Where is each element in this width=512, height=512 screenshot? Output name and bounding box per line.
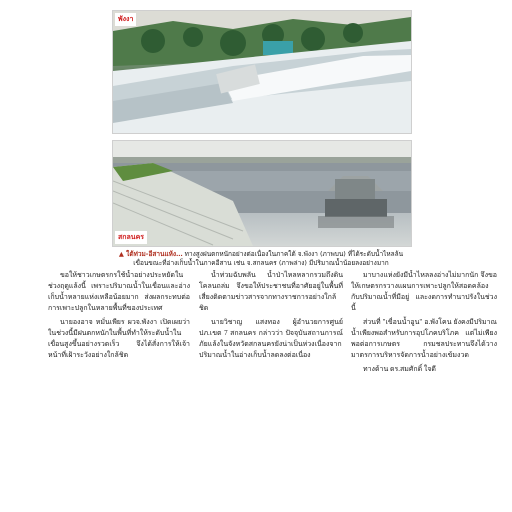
paragraph: นายวิชาญ แสงทอง ผู้อำนวยการศูนย์ ปภ.เขต 7 สกลนคร กล่าวว่า ปัจจุบันสถานการณ์ภัยแล้งในจังหวัดสกลนครยังน่าเป็นห่วงเนื่องจากปริมาณน้ำในอ่างเก็บน้ำลดลงต่อเนื่อง bbox=[199, 318, 343, 359]
photo-location-label: พังงา bbox=[115, 13, 136, 26]
photo-location-label: สกลนคร bbox=[115, 231, 147, 244]
photo-reservoir-intake bbox=[112, 140, 412, 247]
paragraph: มาบางแห่งยังมีน้ำไหลลงอ่างไม่มากนัก จึงขอให้เกษตรกรวางแผนการเพาะปลูกให้สอดคล้องกับปริมาณน้ำที่มีอยู่ และงดการทำนาปรังในช่วงนี้ bbox=[351, 271, 497, 312]
reservoir-illustration bbox=[113, 141, 411, 246]
dam-spillway-illustration bbox=[113, 11, 411, 133]
paragraph: น้ำท่วมฉับพลัน น้ำป่าไหลหลากรวมถึงดินโคลนถล่ม จึงขอให้ประชาชนที่อาศัยอยู่ในพื้นที่เสี่ยงติดตามข่าวสารจากทางราชการอย่างใกล้ชิด bbox=[199, 271, 343, 312]
paragraph: ทางด้าน ดร.สมศักดิ์ ใจดี bbox=[363, 365, 436, 373]
paragraph: ขอให้ชาวเกษตรกรใช้น้ำอย่างประหยัดในช่วงฤดูแล้งนี้ เพราะปริมาณน้ำในเขื่อนและอ่างเก็บน้ำหลายแห่งเหลือน้อยมาก ส่งผลกระทบต่อการเพาะปลูกในหลายพื้นที่ของประเทศ bbox=[48, 271, 190, 312]
text-column-2 bbox=[199, 270, 343, 512]
text-column-1 bbox=[48, 270, 190, 512]
photo-dam-spillway bbox=[112, 10, 412, 134]
photo-caption bbox=[112, 250, 410, 268]
caption-title: ▲ ใต้ท่วม-อีสานแห้ง… bbox=[118, 250, 183, 258]
caption-text: ทางสูงฝนตกหนักอย่างต่อเนื่องในภาคใต้ จ.พังงา (ภาพบน) ที่ได้ระดับน้ำไหลล้นเขื่อนขณะที่อ่างเก็บน้ำในภาคอีสาน เช่น จ.สกลนคร (ภาพล่าง) มีปริมาณน้ำน้อยลงอย่างมาก bbox=[133, 250, 404, 267]
paragraph: ส่วนที่ "เขื่อนน้ำอูน" อ.พังโคน ยังคงมีปริมาณน้ำเพียงพอสำหรับการอุปโภคบริโภค แต่ไม่เพียงพอต่อการเกษตร กรมชลประทานจึงได้วางมาตรการบริหารจัดการน้ำอย่างเข้มงวด bbox=[351, 318, 497, 359]
text-column-3 bbox=[351, 270, 497, 512]
paragraph: นายองอาจ หมั่นเพียร ผวจ.พังงา เปิดเผยว่า ในช่วงนี้มีฝนตกหนักในพื้นที่ทำให้ระดับน้ำในเขื่อนสูงขึ้นอย่างรวดเร็ว จึงได้สั่งการให้เจ้าหน้าที่เฝ้าระวังอย่างใกล้ชิด bbox=[48, 318, 190, 359]
